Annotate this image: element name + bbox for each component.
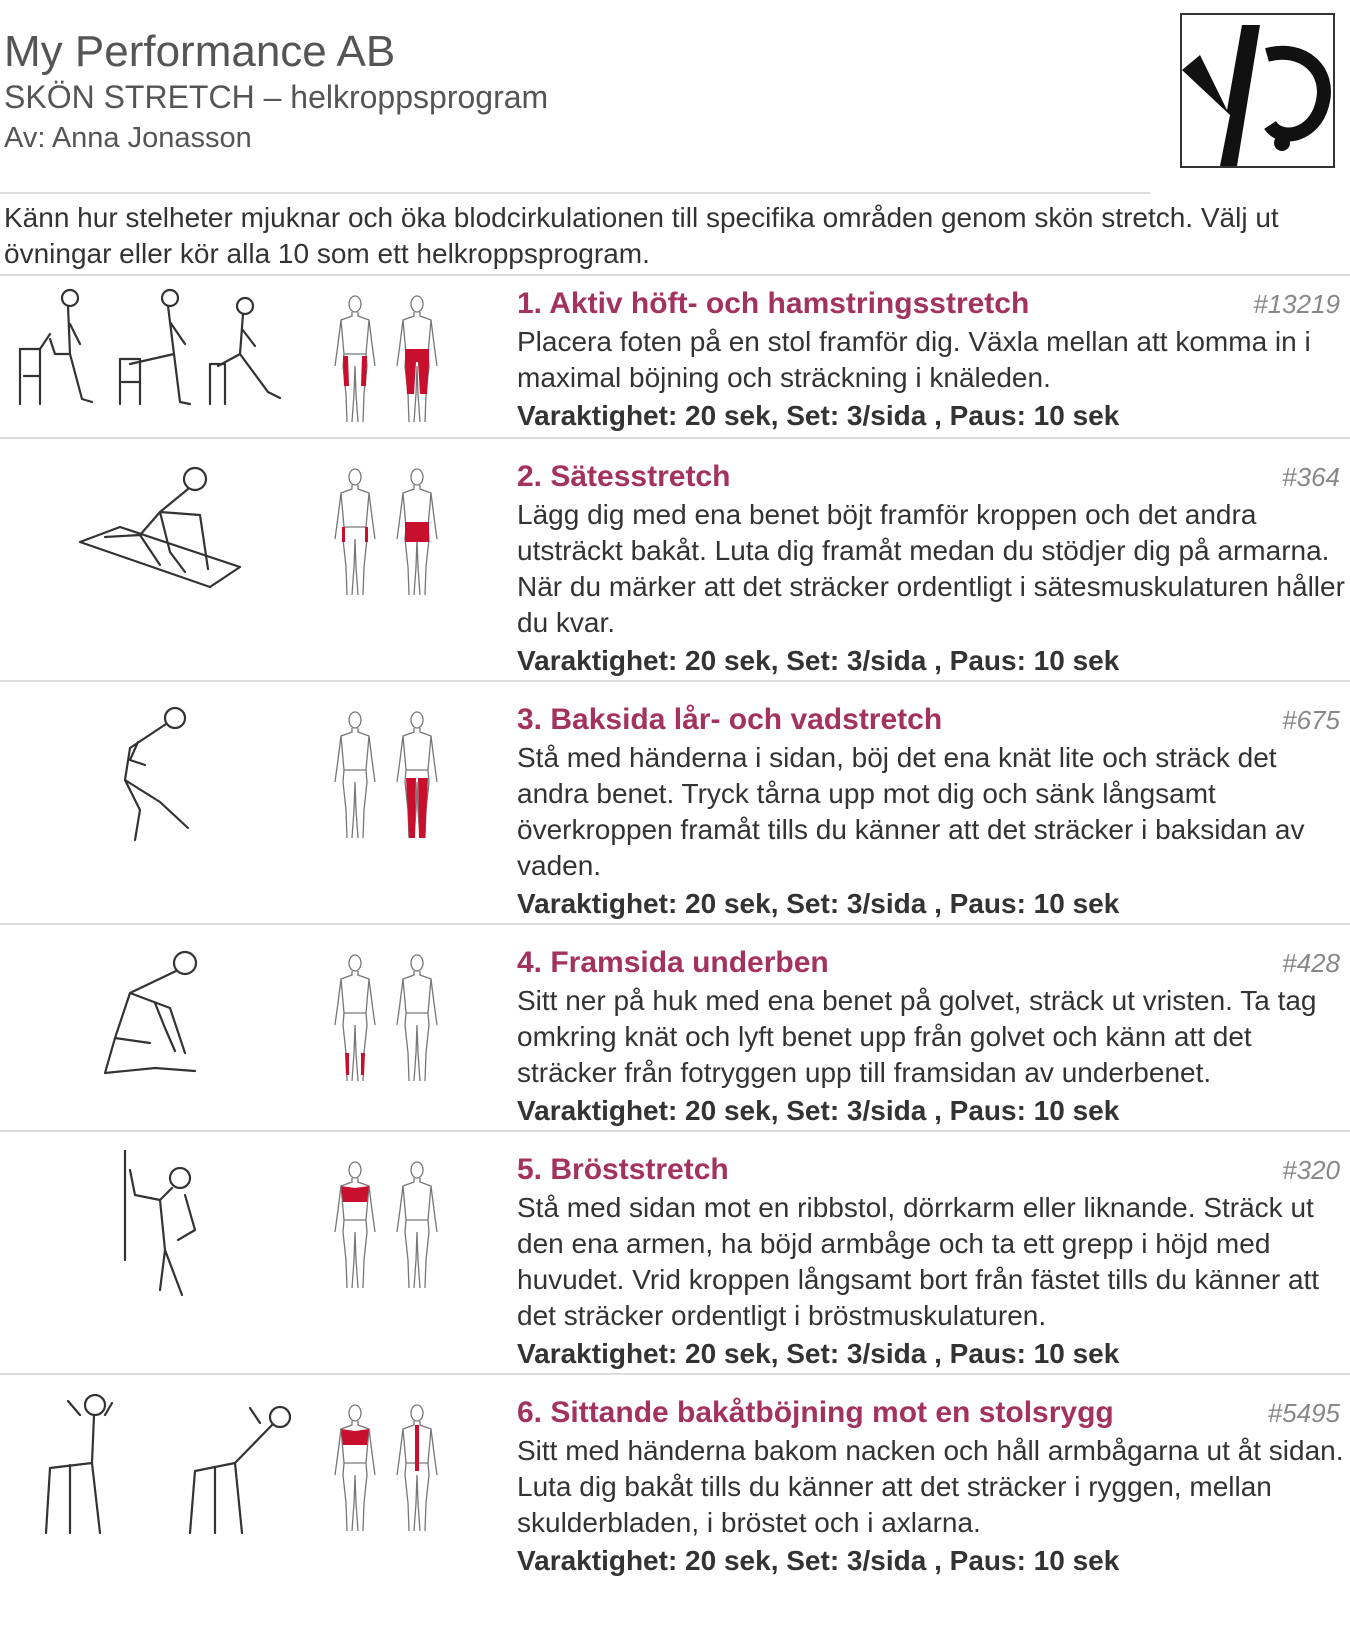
exercise-title: 6. Sittande bakåtböjning mot en stolsrygg (517, 1396, 1114, 1429)
back-body-icon (397, 712, 437, 838)
front-body-icon (335, 1162, 375, 1288)
exercise-id: #5495 (1267, 1398, 1340, 1428)
exercise-illustration-seated-back-extension (10, 1393, 310, 1543)
exercise-text (517, 459, 1347, 679)
header-divider (0, 192, 1150, 194)
front-body-icon (335, 469, 375, 595)
exercise-divider (0, 1373, 1350, 1375)
exercise-title: 3. Baksida lår- och vadstretch (517, 703, 943, 736)
brand-logo (1180, 13, 1335, 168)
company-name: My Performance AB (4, 27, 396, 76)
exercise-title: 2. Sätesstretch (517, 460, 731, 493)
exercise-title: 4. Framsida underben (517, 946, 829, 979)
exercise-divider (0, 437, 1350, 439)
exercise-item (0, 935, 1350, 1132)
back-body-icon (397, 1405, 437, 1531)
exercise-description: Stå med sidan mot en ribbstol, dörrkarm eller liknande. Sträck ut den ena armen, ha böjd armbåge och ta ett grepp i höjd med huvudet. Vrid kroppen långsamt bort från fästet tills du känner att det sträcker ordentligt i bröstmuskulaturen. (517, 1192, 1320, 1331)
exercise-title: 1. Aktiv höft- och hamstringsstretch (517, 287, 1030, 320)
exercise-divider (0, 1130, 1350, 1132)
exercise-text (517, 1395, 1347, 1579)
exercise-id: #13219 (1253, 289, 1340, 319)
exercise-illustration-kneeling-shin (10, 943, 310, 1093)
document-header (0, 0, 1350, 200)
exercise-id: #320 (1282, 1155, 1340, 1185)
exercise-item (0, 276, 1350, 439)
back-body-icon (397, 469, 437, 595)
exercise-params: Varaktighet: 20 sek, Set: 3/sida , Paus: 10 sek (517, 400, 1120, 431)
exercise-item (0, 692, 1350, 925)
front-body-icon (335, 712, 375, 838)
muscle-map (325, 1403, 450, 1533)
exercise-params: Varaktighet: 20 sek, Set: 3/sida , Paus: 10 sek (517, 888, 1120, 919)
back-body-icon (397, 1162, 437, 1288)
front-body-icon (335, 955, 375, 1081)
exercise-item (0, 1142, 1350, 1375)
front-body-icon (335, 296, 375, 422)
exercise-description: Lägg dig med ena benet böjt framför kroppen och det andra utsträckt bakåt. Luta dig framåt medan du stödjer dig på armarna. När du märker att det sträcker ordentligt i sätesmuskulaturen håller du kvar. (517, 499, 1345, 638)
intro-text: Känn hur stelheter mjuknar och öka blodcirkulationen till specifika områden genom skön stretch. Välj ut övningar eller kör alla 10 som ett helkroppsprogram. (4, 202, 1279, 269)
exercise-illustration-chair-stretch (10, 284, 310, 434)
exercise-text (517, 702, 1347, 922)
exercise-id: #364 (1282, 462, 1340, 492)
exercise-params: Varaktighet: 20 sek, Set: 3/sida , Paus: 10 sek (517, 1338, 1120, 1369)
exercise-illustration-wall-chest (10, 1150, 310, 1300)
exercise-divider (0, 680, 1350, 682)
exercise-description: Sitt med händerna bakom nacken och håll armbågarna ut åt sidan. Luta dig bakåt tills du känner att det sträcker i ryggen, mellan skulderbladen, i bröstet och i axlarna. (517, 1435, 1344, 1538)
muscle-map (325, 294, 450, 424)
exercise-description: Placera foten på en stol framför dig. Växla mellan att komma in i maximal böjning och sträckning i knäleden. (517, 326, 1311, 393)
exercise-item (0, 449, 1350, 682)
exercise-description: Stå med händerna i sidan, böj det ena knät lite och sträck det andra benet. Tryck tårna upp mot dig och sänk långsamt överkroppen framåt tills du känner att det sträcker i baksidan av vaden. (517, 742, 1305, 881)
author-line: Av: Anna Jonasson (4, 122, 252, 154)
exercise-divider (0, 923, 1350, 925)
program-title: SKÖN STRETCH – helkroppsprogram (4, 79, 549, 115)
exercise-id: #675 (1282, 705, 1340, 735)
muscle-map (325, 467, 450, 597)
muscle-map (325, 953, 450, 1083)
exercise-illustration-pigeon-stretch (10, 457, 310, 607)
exercise-text (517, 286, 1347, 434)
exercise-params: Varaktighet: 20 sek, Set: 3/sida , Paus: 10 sek (517, 1545, 1120, 1576)
exercise-text (517, 945, 1347, 1129)
exercise-params: Varaktighet: 20 sek, Set: 3/sida , Paus: 10 sek (517, 1095, 1120, 1126)
muscle-map (325, 710, 450, 840)
back-body-icon (397, 955, 437, 1081)
exercise-params: Varaktighet: 20 sek, Set: 3/sida , Paus: 10 sek (517, 645, 1120, 676)
exercise-description: Sitt ner på huk med ena benet på golvet, sträck ut vristen. Ta tag omkring knät och lyft benet upp från golvet och känn att det sträcker från fotryggen upp till framsidan av underbenet. (517, 985, 1317, 1088)
front-body-icon (335, 1405, 375, 1531)
exercise-item (0, 1385, 1350, 1635)
muscle-map (325, 1160, 450, 1290)
exercise-illustration-standing-hamstring (10, 700, 310, 850)
exercise-text (517, 1152, 1347, 1372)
back-body-icon (397, 296, 437, 422)
exercise-id: #428 (1282, 948, 1340, 978)
exercise-title: 5. Bröststretch (517, 1153, 729, 1186)
